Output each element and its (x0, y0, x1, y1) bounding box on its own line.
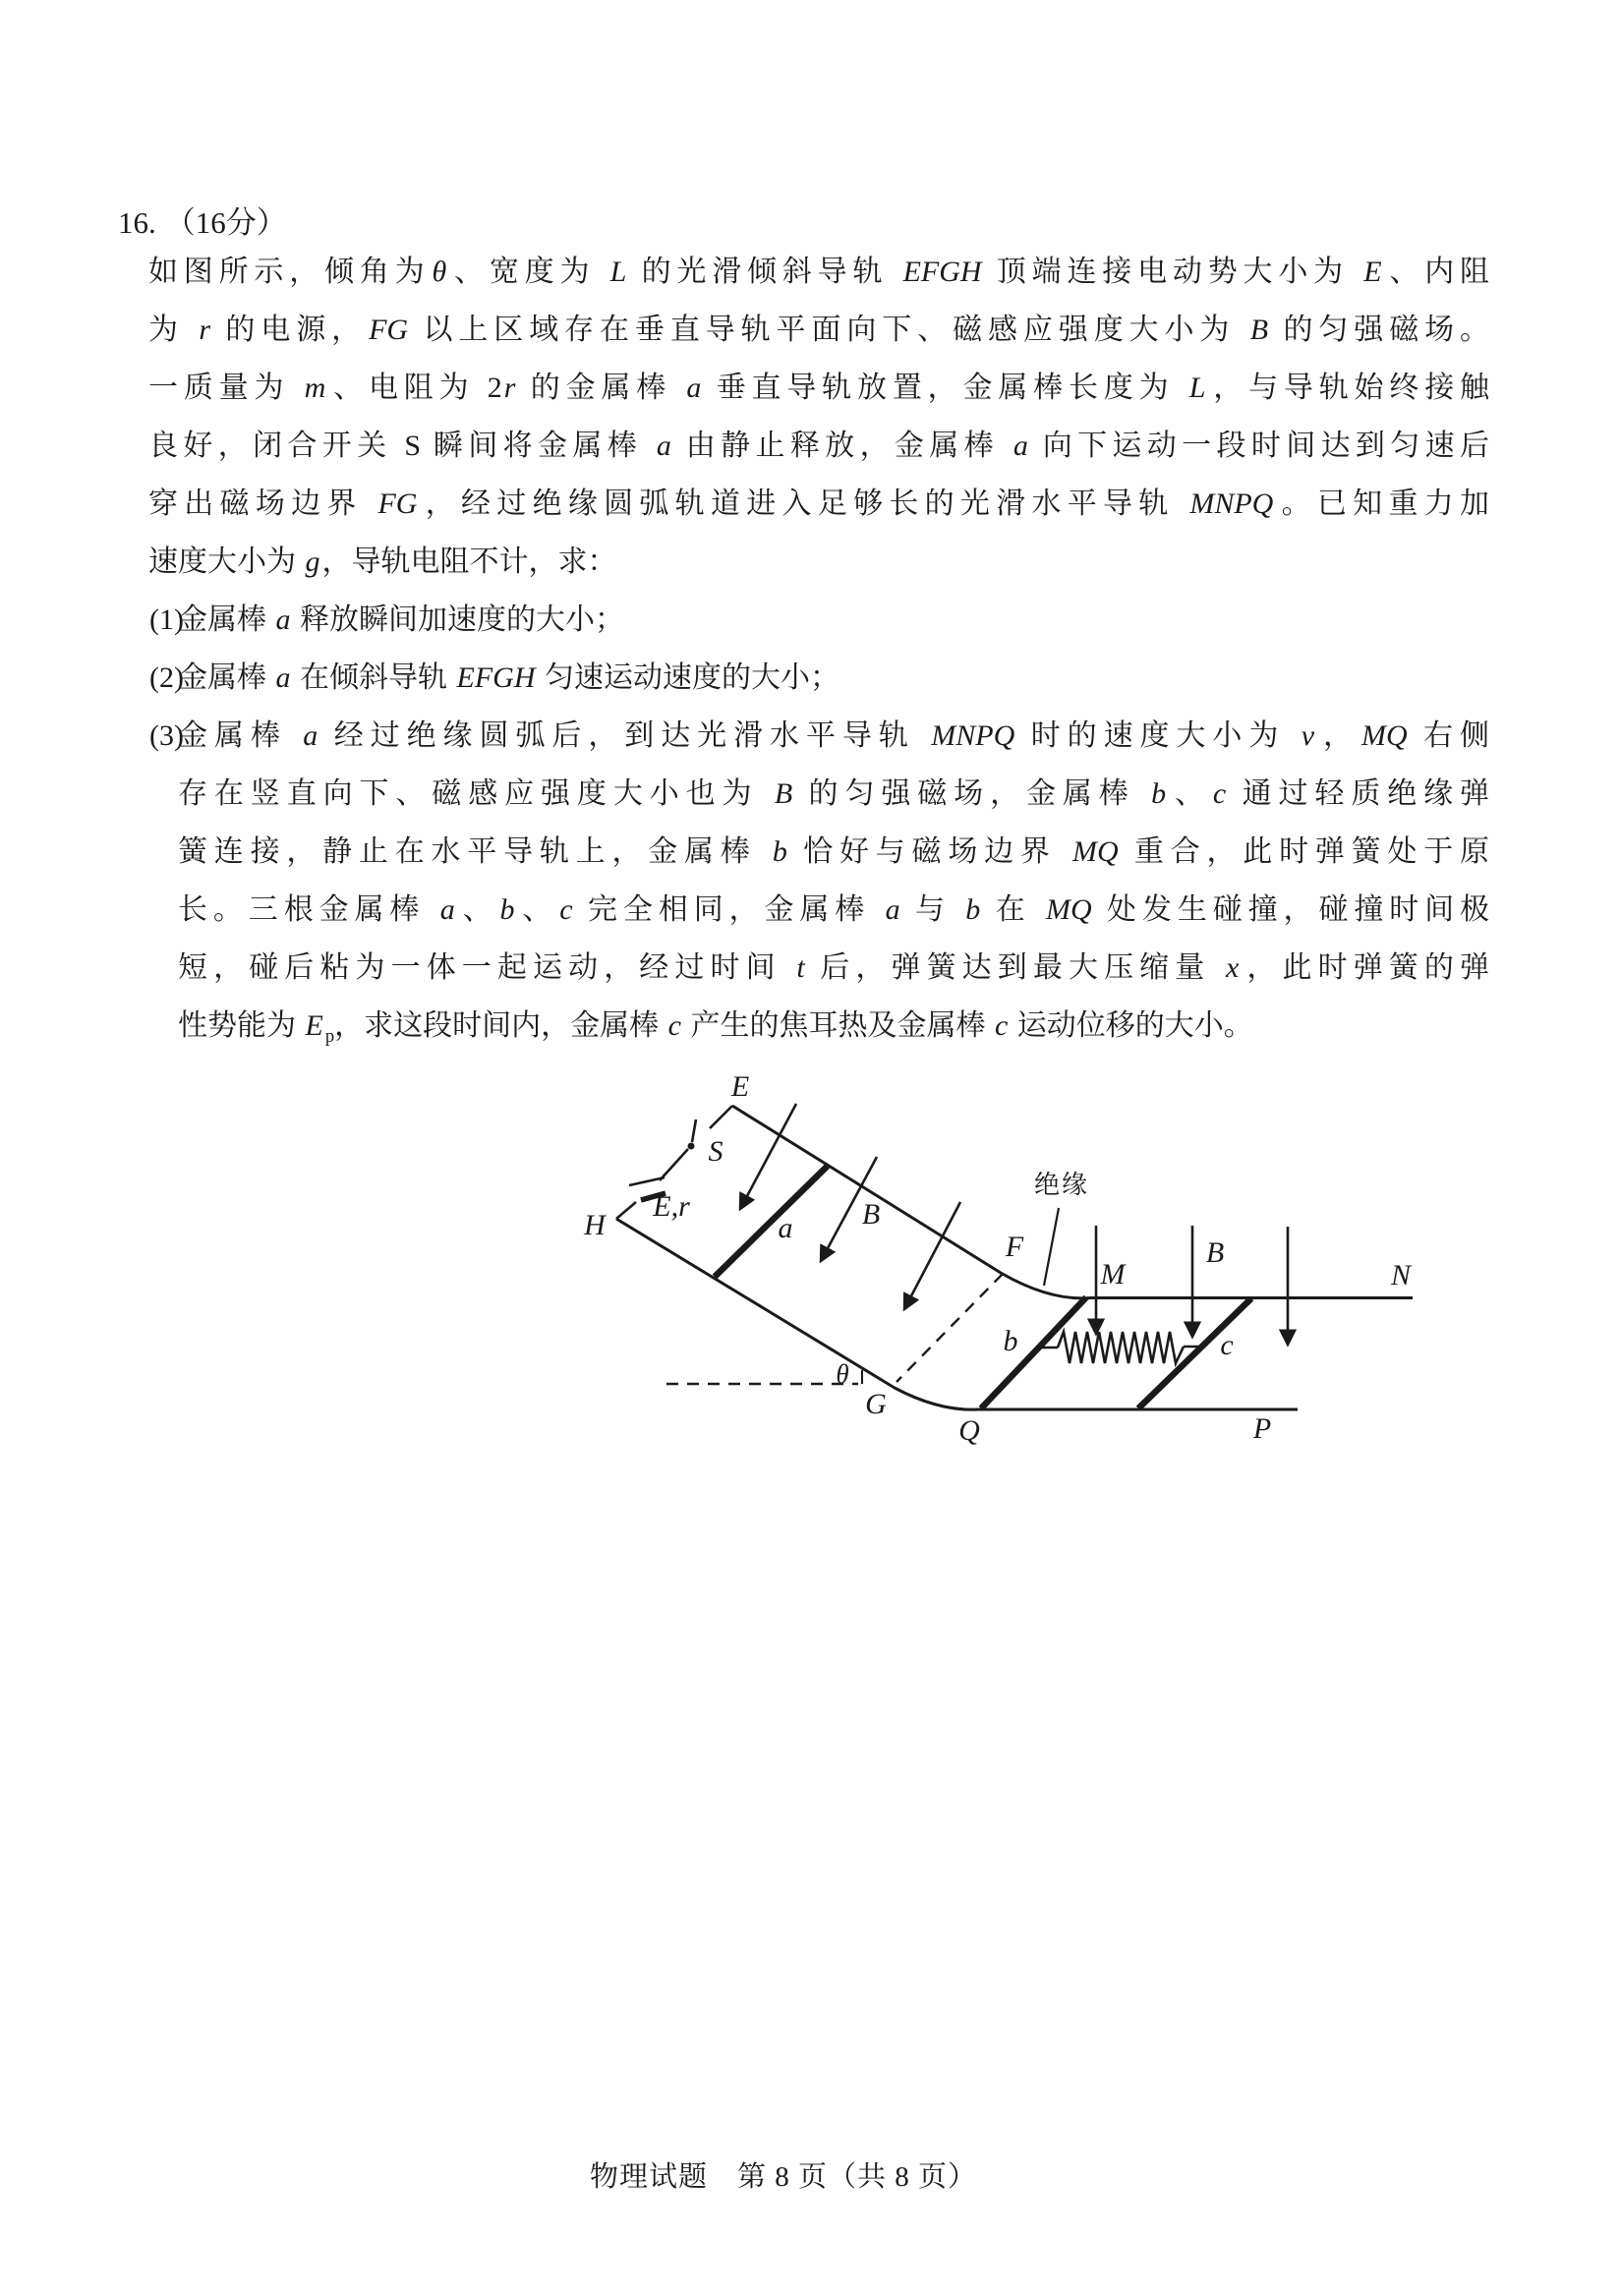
label-s: S (708, 1135, 723, 1168)
rod-c (1138, 1298, 1251, 1408)
label-q: Q (958, 1414, 980, 1447)
item-marker: (3) (149, 719, 184, 752)
label-f: F (1005, 1231, 1024, 1263)
paragraph-line: 为 r 的电源，FG 以上区域存在垂直导轨平面向下、磁感应强度大小为 B 的匀强磁场。 (148, 314, 1490, 346)
wire-switch-to-battery (660, 1149, 688, 1180)
label-rod-a: a (778, 1212, 793, 1244)
wire-battery-to-h (616, 1202, 636, 1219)
item-line: 长。三根金属棒 a、b、c 完全相同，金属棒 a 与 b 在 MQ 处发生碰撞，碰撞时间极 (178, 893, 1490, 926)
item-line: 金属棒 a 经过绝缘圆弧后，到达光滑水平导轨 MNPQ 时的速度大小为 v，MQ 右侧 (178, 719, 1490, 752)
item-marker: (2) (149, 661, 184, 694)
page-footer: 物理试题 第 8 页（共 8 页） (590, 2161, 978, 2193)
question-number: 16. (118, 205, 156, 240)
item-line: 存在竖直向下、磁感应强度大小也为 B 的匀强磁场，金属棒 b、c 通过轻质绝缘弹 (178, 777, 1490, 810)
question-item (148, 649, 1489, 707)
item-line: 性势能为 E $_p$，求这段时间内，金属棒 c 产生的焦耳热及金属棒 c 运动位移的大小。 (178, 1009, 1253, 1047)
label-rod-b: b (1003, 1325, 1018, 1357)
paragraph-line: 穿出磁场边界 FG，经过绝缘圆弧轨道进入足够长的光滑水平导轨 MNPQ。已知重力加 (148, 488, 1490, 520)
question-header (118, 198, 287, 242)
incline-top-rail (732, 1106, 1413, 1298)
paragraph-line: 如图所示，倾角为θ、宽度为 L 的光滑倾斜导轨 EFGH 顶端连接电动势大小为 E、内阻 (148, 256, 1490, 288)
label-g: G (865, 1388, 887, 1420)
insulation-pointer (1044, 1208, 1059, 1286)
incline-field-arrows (740, 1104, 960, 1309)
label-h: H (584, 1209, 606, 1241)
question-items (148, 591, 1489, 1055)
label-theta: θ (836, 1359, 849, 1389)
label-insulation: 绝缘 (1033, 1171, 1090, 1199)
paragraph-line: 速度大小为 g，导轨电阻不计，求： (148, 545, 617, 578)
field-boundary-fg (897, 1274, 1003, 1382)
field-arrow-1 (740, 1104, 796, 1209)
label-e: E (730, 1070, 750, 1103)
item-marker: (1) (149, 603, 184, 636)
label-b-field-vertical: B (1205, 1236, 1225, 1269)
battery-plate-long (629, 1177, 665, 1185)
spring (1040, 1332, 1203, 1363)
label-battery: E,r (653, 1190, 690, 1223)
question-item (148, 591, 1489, 649)
question-paragraph (148, 243, 1489, 591)
diagram-wrap (580, 1066, 1435, 1460)
question-item (148, 707, 1489, 1055)
item-line: 短，碰后粘为一体一起运动，经过时间 t 后，弹簧达到最大压缩量 x，此时弹簧的弹 (178, 951, 1490, 984)
item-line: 金属棒 a 在倾斜导轨 EFGH 匀速运动速度的大小； (178, 661, 839, 694)
label-m: M (1100, 1258, 1126, 1291)
label-p: P (1252, 1412, 1272, 1445)
spring-coil (1058, 1332, 1184, 1363)
incline-bottom-rail (616, 1219, 1298, 1409)
physics-diagram (580, 1066, 1435, 1460)
paragraph-line: 一质量为 m、电阻为 2r 的金属棒 a 垂直导轨放置，金属棒长度为 L，与导轨始终接触 (148, 372, 1490, 404)
label-n: N (1390, 1259, 1412, 1292)
item-line: 簧连接，静止在水平导轨上，金属棒 b 恰好与磁场边界 MQ 重合，此时弹簧处于原 (178, 835, 1490, 868)
rod-a (715, 1166, 828, 1277)
switch-lever (692, 1119, 696, 1142)
wire-e-to-switch (710, 1106, 732, 1128)
label-b-field-incline: B (861, 1198, 881, 1231)
question-body (148, 243, 1489, 1055)
switch-pivot (688, 1143, 695, 1150)
item-line: 金属棒 a 释放瞬间加速度的大小； (178, 603, 624, 636)
paragraph-line: 良好，闭合开关 S 瞬间将金属棒 a 由静止释放，金属棒 a 向下运动一段时间达到匀速后 (148, 430, 1490, 462)
label-rod-c: c (1220, 1329, 1234, 1361)
question-score: （16分） (164, 205, 287, 240)
